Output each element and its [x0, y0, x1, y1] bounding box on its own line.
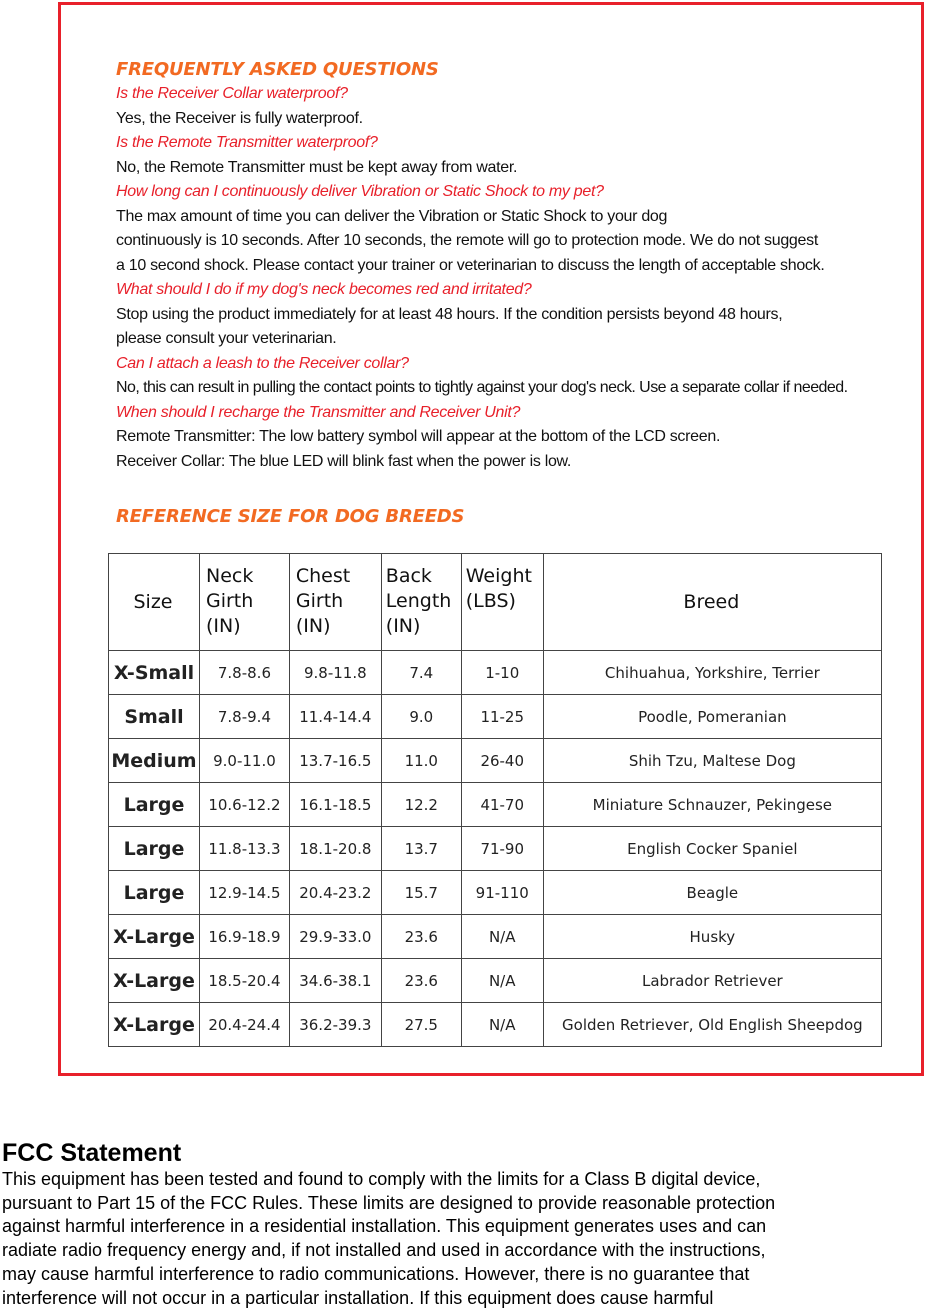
faq-answer: No, this can result in pulling the contact points to tightly against your dog's neck. Use a separate collar if needed. — [116, 379, 848, 396]
breed-cell: Chihuahua, Yorkshire, Terrier — [543, 651, 881, 695]
size-cell: X-Small — [109, 651, 200, 695]
fcc-body: This equipment has been tested and found to comply with the limits for a Class B digital device, pursuant to Part 15 of the FCC Rules. These limits are designed to provide reasonable protection against harmful interference in a residential installation. This equipment generates uses and can radiate radio frequency energy and, if not installed and used in accordance with the instructions, may cause harmful interference to radio communications. However, there is no guarantee that interference will not occur in a particular installation. If this equipment does cause harmful — [2, 1169, 776, 1308]
back-length-cell: 15.7 — [381, 871, 461, 915]
header-neck-line: Girth — [205, 590, 254, 612]
faq-question: What should I do if my dog's neck becomes red and irritated? — [116, 281, 532, 298]
header-back-line: Back — [385, 565, 432, 587]
faq-answer: The max amount of time you can deliver the Vibration or Static Shock to your dog continuously is 10 seconds. After 10 seconds, the remote will go to protection mode. We do not suggest a 10 second shock. Please contact your trainer or veterinarian to discuss the length of acceptable shock. — [116, 207, 825, 274]
neck-girth-cell: 7.8-8.6 — [199, 651, 289, 695]
weight-cell: 1-10 — [461, 651, 543, 695]
back-length-cell: 7.4 — [381, 651, 461, 695]
size-cell: Small — [109, 695, 200, 739]
chest-girth-cell: 11.4-14.4 — [289, 695, 381, 739]
chest-girth-cell: 16.1-18.5 — [289, 783, 381, 827]
breed-cell: Husky — [543, 915, 881, 959]
faq-question: When should I recharge the Transmitter and Receiver Unit? — [116, 403, 521, 421]
weight-cell: 26-40 — [461, 739, 543, 783]
header-weight-line: (LBS) — [465, 590, 516, 612]
back-length-cell: 12.2 — [381, 783, 461, 827]
table-row — [109, 783, 882, 827]
chest-girth-cell: 20.4-23.2 — [289, 871, 381, 915]
back-length-cell: 13.7 — [381, 827, 461, 871]
reference-heading: REFERENCE SIZE FOR DOG BREEDS — [116, 506, 465, 527]
weight-cell: N/A — [461, 1003, 543, 1047]
faq-answer: No, the Remote Transmitter must be kept away from water. — [116, 158, 518, 176]
back-length-cell: 23.6 — [381, 959, 461, 1003]
breed-cell: Shih Tzu, Maltese Dog — [543, 739, 881, 783]
breed-cell: English Cocker Spaniel — [543, 827, 881, 871]
faq-answer: Stop using the product immediately for at least 48 hours. If the condition persists beyond 48 hours, please consult your veterinarian. — [116, 305, 783, 347]
table-row — [109, 959, 882, 1003]
fcc-title: FCC Statement — [2, 1139, 182, 1167]
faq-item — [116, 401, 906, 475]
faq-answer: Remote Transmitter: The low battery symbol will appear at the bottom of the LCD screen. Receiver Collar: The blue LED will blink fast when the power is low. — [116, 428, 721, 470]
header-neck-girth — [199, 554, 289, 651]
header-back-line: (IN) — [385, 615, 421, 637]
back-length-cell: 11.0 — [381, 739, 461, 783]
neck-girth-cell: 10.6-12.2 — [199, 783, 289, 827]
header-neck-line: (IN) — [205, 615, 241, 637]
header-weight-line: Weight — [465, 565, 532, 587]
size-cell: X-Large — [109, 915, 200, 959]
header-size: Size — [109, 554, 200, 651]
header-back-length — [381, 554, 461, 651]
header-chest-line: Chest — [295, 565, 351, 587]
neck-girth-cell: 11.8-13.3 — [199, 827, 289, 871]
table-row — [109, 651, 882, 695]
faq-item — [116, 180, 906, 278]
weight-cell: 71-90 — [461, 827, 543, 871]
faq-section — [116, 58, 906, 474]
breed-cell: Golden Retriever, Old English Sheepdog — [543, 1003, 881, 1047]
faq-question: Is the Receiver Collar waterproof? — [116, 85, 348, 102]
faq-item — [116, 352, 906, 401]
size-cell: X-Large — [109, 959, 200, 1003]
faq-item — [116, 278, 906, 352]
neck-girth-cell: 9.0-11.0 — [199, 739, 289, 783]
neck-girth-cell: 16.9-18.9 — [199, 915, 289, 959]
breed-cell: Beagle — [543, 871, 881, 915]
faq-item — [116, 82, 906, 131]
table-header-row — [109, 554, 882, 651]
header-chest-line: Girth — [295, 590, 344, 612]
weight-cell: 41-70 — [461, 783, 543, 827]
faq-heading: FREQUENTLY ASKED QUESTIONS — [116, 59, 439, 80]
back-length-cell: 27.5 — [381, 1003, 461, 1047]
weight-cell: 91-110 — [461, 871, 543, 915]
neck-girth-cell: 18.5-20.4 — [199, 959, 289, 1003]
header-chest-line: (IN) — [295, 615, 331, 637]
back-length-cell: 23.6 — [381, 915, 461, 959]
table-row — [109, 915, 882, 959]
size-cell: Large — [109, 827, 200, 871]
breed-cell: Poodle, Pomeranian — [543, 695, 881, 739]
header-neck-line: Neck — [205, 565, 254, 587]
breed-size-table — [108, 553, 882, 1047]
size-cell: Large — [109, 783, 200, 827]
chest-girth-cell: 29.9-33.0 — [289, 915, 381, 959]
breed-cell: Labrador Retriever — [543, 959, 881, 1003]
weight-cell: 11-25 — [461, 695, 543, 739]
header-back-line: Length — [385, 590, 452, 612]
weight-cell: N/A — [461, 959, 543, 1003]
chest-girth-cell: 36.2-39.3 — [289, 1003, 381, 1047]
chest-girth-cell: 13.7-16.5 — [289, 739, 381, 783]
faq-question: How long can I continuously deliver Vibration or Static Shock to my pet? — [116, 183, 604, 200]
table-row — [109, 1003, 882, 1047]
table-body — [109, 651, 882, 1047]
faq-question: Can I attach a leash to the Receiver collar? — [116, 354, 409, 372]
table-row — [109, 695, 882, 739]
size-cell: Large — [109, 871, 200, 915]
faq-answer: Yes, the Receiver is fully waterproof. — [116, 109, 363, 127]
breed-cell: Miniature Schnauzer, Pekingese — [543, 783, 881, 827]
table-row — [109, 827, 882, 871]
chest-girth-cell: 18.1-20.8 — [289, 827, 381, 871]
back-length-cell: 9.0 — [381, 695, 461, 739]
neck-girth-cell: 12.9-14.5 — [199, 871, 289, 915]
neck-girth-cell: 7.8-9.4 — [199, 695, 289, 739]
chest-girth-cell: 9.8-11.8 — [289, 651, 381, 695]
weight-cell: N/A — [461, 915, 543, 959]
header-breed: Breed — [543, 554, 881, 651]
header-chest-girth — [289, 554, 381, 651]
table-row — [109, 871, 882, 915]
faq-item — [116, 131, 906, 180]
fcc-statement — [2, 1138, 902, 1310]
chest-girth-cell: 34.6-38.1 — [289, 959, 381, 1003]
header-weight — [461, 554, 543, 651]
neck-girth-cell: 20.4-24.4 — [199, 1003, 289, 1047]
size-cell: X-Large — [109, 1003, 200, 1047]
table-row — [109, 739, 882, 783]
faq-question: Is the Remote Transmitter waterproof? — [116, 134, 378, 151]
size-cell: Medium — [109, 739, 200, 783]
